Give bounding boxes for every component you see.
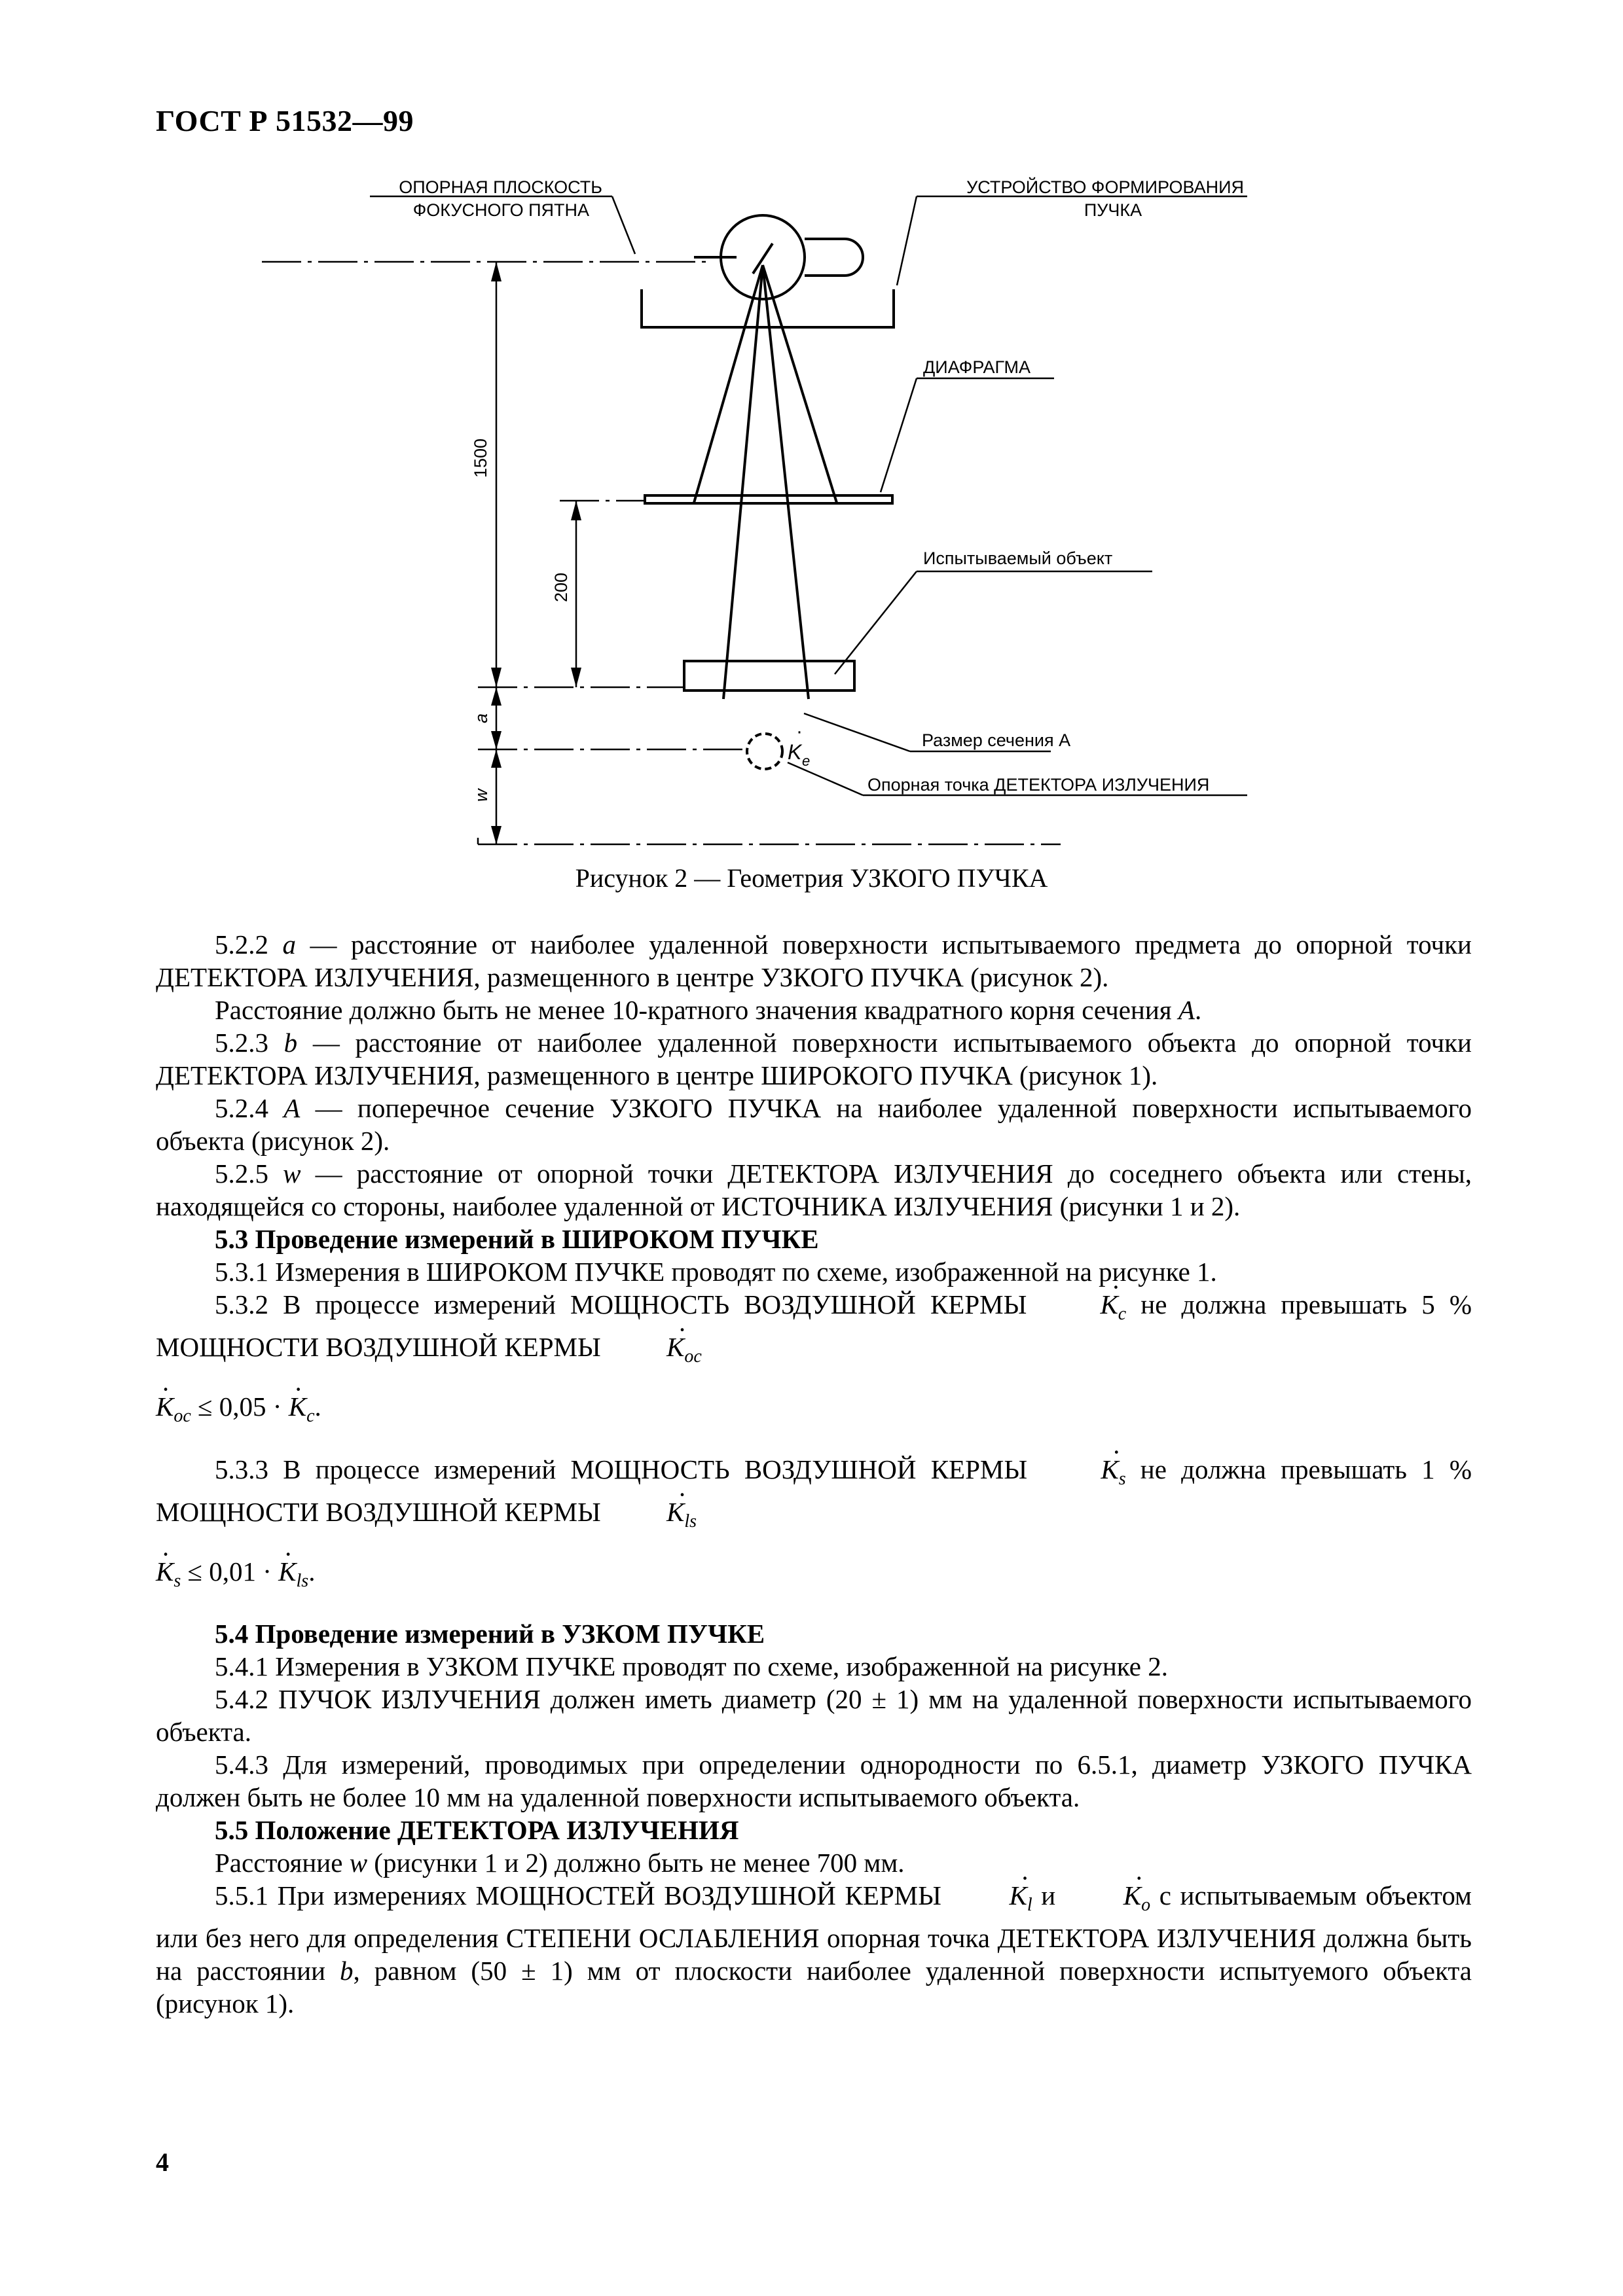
formula-1: · $K_{oc} \le 0,05$ · · $K_c$. [156,1390,1472,1433]
label-focal-plane-2: ФОКУСНОГО ПЯТНА [412,200,589,220]
ke-subscript: e [802,753,811,769]
paragraph-5-2-3: 5.2.3 b — расстояние от наиболее удаленной поверхности испытываемого объекта до опорной точки ДЕТЕКТОРА ИЗЛУЧЕНИЯ, размещенного в центре ШИРОКОГО ПУЧКА (рисунок 1). [156,1028,1472,1090]
detector-reference-icon [747,734,782,769]
paragraph-5-2-2: 5.2.2 a — расстояние от наиболее удаленной поверхности испытываемого предмета до опорной точки ДЕТЕКТОРА ИЗЛУЧЕНИЯ, размещенного в центре УЗКОГО ПУЧКА (рисунок 2). [156,929,1472,992]
ke-dot: · [796,721,803,742]
heading-5-5: 5.5 Положение ДЕТЕКТОРА ИЗЛУЧЕНИЯ [215,1815,739,1846]
paragraph-distance-w: Расстояние w (рисунки 1 и 2) должно быть не менее 700 мм. [215,1848,905,1878]
paragraph-5-3-3: 5.3.3 В процессе измерений МОЩНОСТЬ ВОЗДУШНОЙ КЕРМЫ · $K_s$ не должна превышать 1 % МОЩНОСТИ ВОЗДУШНОЙ КЕРМЫ · $K_{ls}$ [156,1453,1472,1538]
heading-5-4: 5.4 Проведение измерений в УЗКОМ ПУЧКЕ [215,1619,765,1649]
label-section-size: Размер сечения А [922,730,1071,750]
dim-w: w [471,789,491,802]
formula-2: · $K_s \le 0,01$ · · $K_{ls}$. [156,1555,1472,1598]
dim-200: 200 [551,572,571,602]
document-body [156,928,1472,2020]
label-beam-device-2: ПУЧКА [1084,200,1142,220]
paragraph-5-5-1: 5.5.1 При измерениях МОЩНОСТЕЙ ВОЗДУШНОЙ КЕРМЫ · $K_l$ $и \cdot K_o$ с испытываемым объектом или без него для определения СТЕПЕНИ ОСЛАБЛЕНИЯ опорная точка ДЕТЕКТОРА ИЗЛУЧЕНИЯ должна быть на расстоянии b, равном (50 ± 1) мм от плоскости наиболее удаленной поверхности испытуемого объекта (рисунок 1). [156,1879,1472,2020]
page-number: 4 [156,2147,169,2177]
paragraph-5-3-2: 5.3.2 В процессе измерений МОЩНОСТЬ ВОЗДУШНОЙ КЕРМЫ · $K_c$ не должна превышать 5 % МОЩНОСТИ ВОЗДУШНОЙ КЕРМЫ · $K_{oc}$ [156,1288,1472,1373]
label-test-object: Испытываемый объект [923,548,1113,568]
dim-a: a [471,713,491,723]
test-object [684,661,854,691]
narrow-beam-geometry-figure [0,0,1623,929]
label-beam-device-1: УСТРОЙСТВО ФОРМИРОВАНИЯ [966,177,1244,197]
label-focal-plane-1: ОПОРНАЯ ПЛОСКОСТЬ [399,177,602,197]
paragraph-5-2-5: 5.2.5 w — расстояние от опорной точки ДЕТЕКТОРА ИЗЛУЧЕНИЯ до соседнего объекта или стены, находящейся со стороны, наиболее удаленной от ИСТОЧНИКА ИЗЛУЧЕНИЯ (рисунки 1 и 2). [156,1158,1472,1221]
paragraph-5-3-1: 5.3.1 Измерения в ШИРОКОМ ПУЧКЕ проводят по схеме, изображенной на рисунке 1. [215,1257,1217,1287]
dim-1500: 1500 [471,438,490,478]
document-code: ГОСТ Р 51532—99 [156,104,414,137]
ke-symbol: K [788,740,802,764]
figure-caption: Рисунок 2 — Геометрия УЗКОГО ПУЧКА [575,863,1048,893]
paragraph-5-4-1: 5.4.1 Измерения в УЗКОМ ПУЧКЕ проводят по схеме, изображенной на рисунке 2. [215,1651,1168,1682]
label-diaphragm: ДИАФРАГМА [923,357,1031,377]
heading-5-3: 5.3 Проведение измерений в ШИРОКОМ ПУЧКЕ [215,1224,819,1254]
paragraph-distance: Расстояние должно быть не менее 10-кратного значения квадратного корня сечения A. [215,995,1202,1025]
diaphragm [645,495,892,503]
paragraph-5-2-4: 5.2.4 A — поперечное сечение УЗКОГО ПУЧКА на наиболее удаленной поверхности испытываемого объекта (рисунок 2). [156,1093,1472,1156]
paragraph-5-4-2: 5.4.2 ПУЧОК ИЗЛУЧЕНИЯ должен иметь диаметр (20 ± 1) мм на удаленной поверхности испытываемого объекта. [156,1684,1472,1748]
paragraph-5-4-3: 5.4.3 Для измерений, проводимых при определении однородности по 6.5.1, диаметр УЗКОГО ПУЧКА должен быть не более 10 мм на удаленной поверхности испытываемого объекта. [156,1749,1472,1813]
label-detector-reference: Опорная точка ДЕТЕКТОРА ИЗЛУЧЕНИЯ [867,775,1210,795]
